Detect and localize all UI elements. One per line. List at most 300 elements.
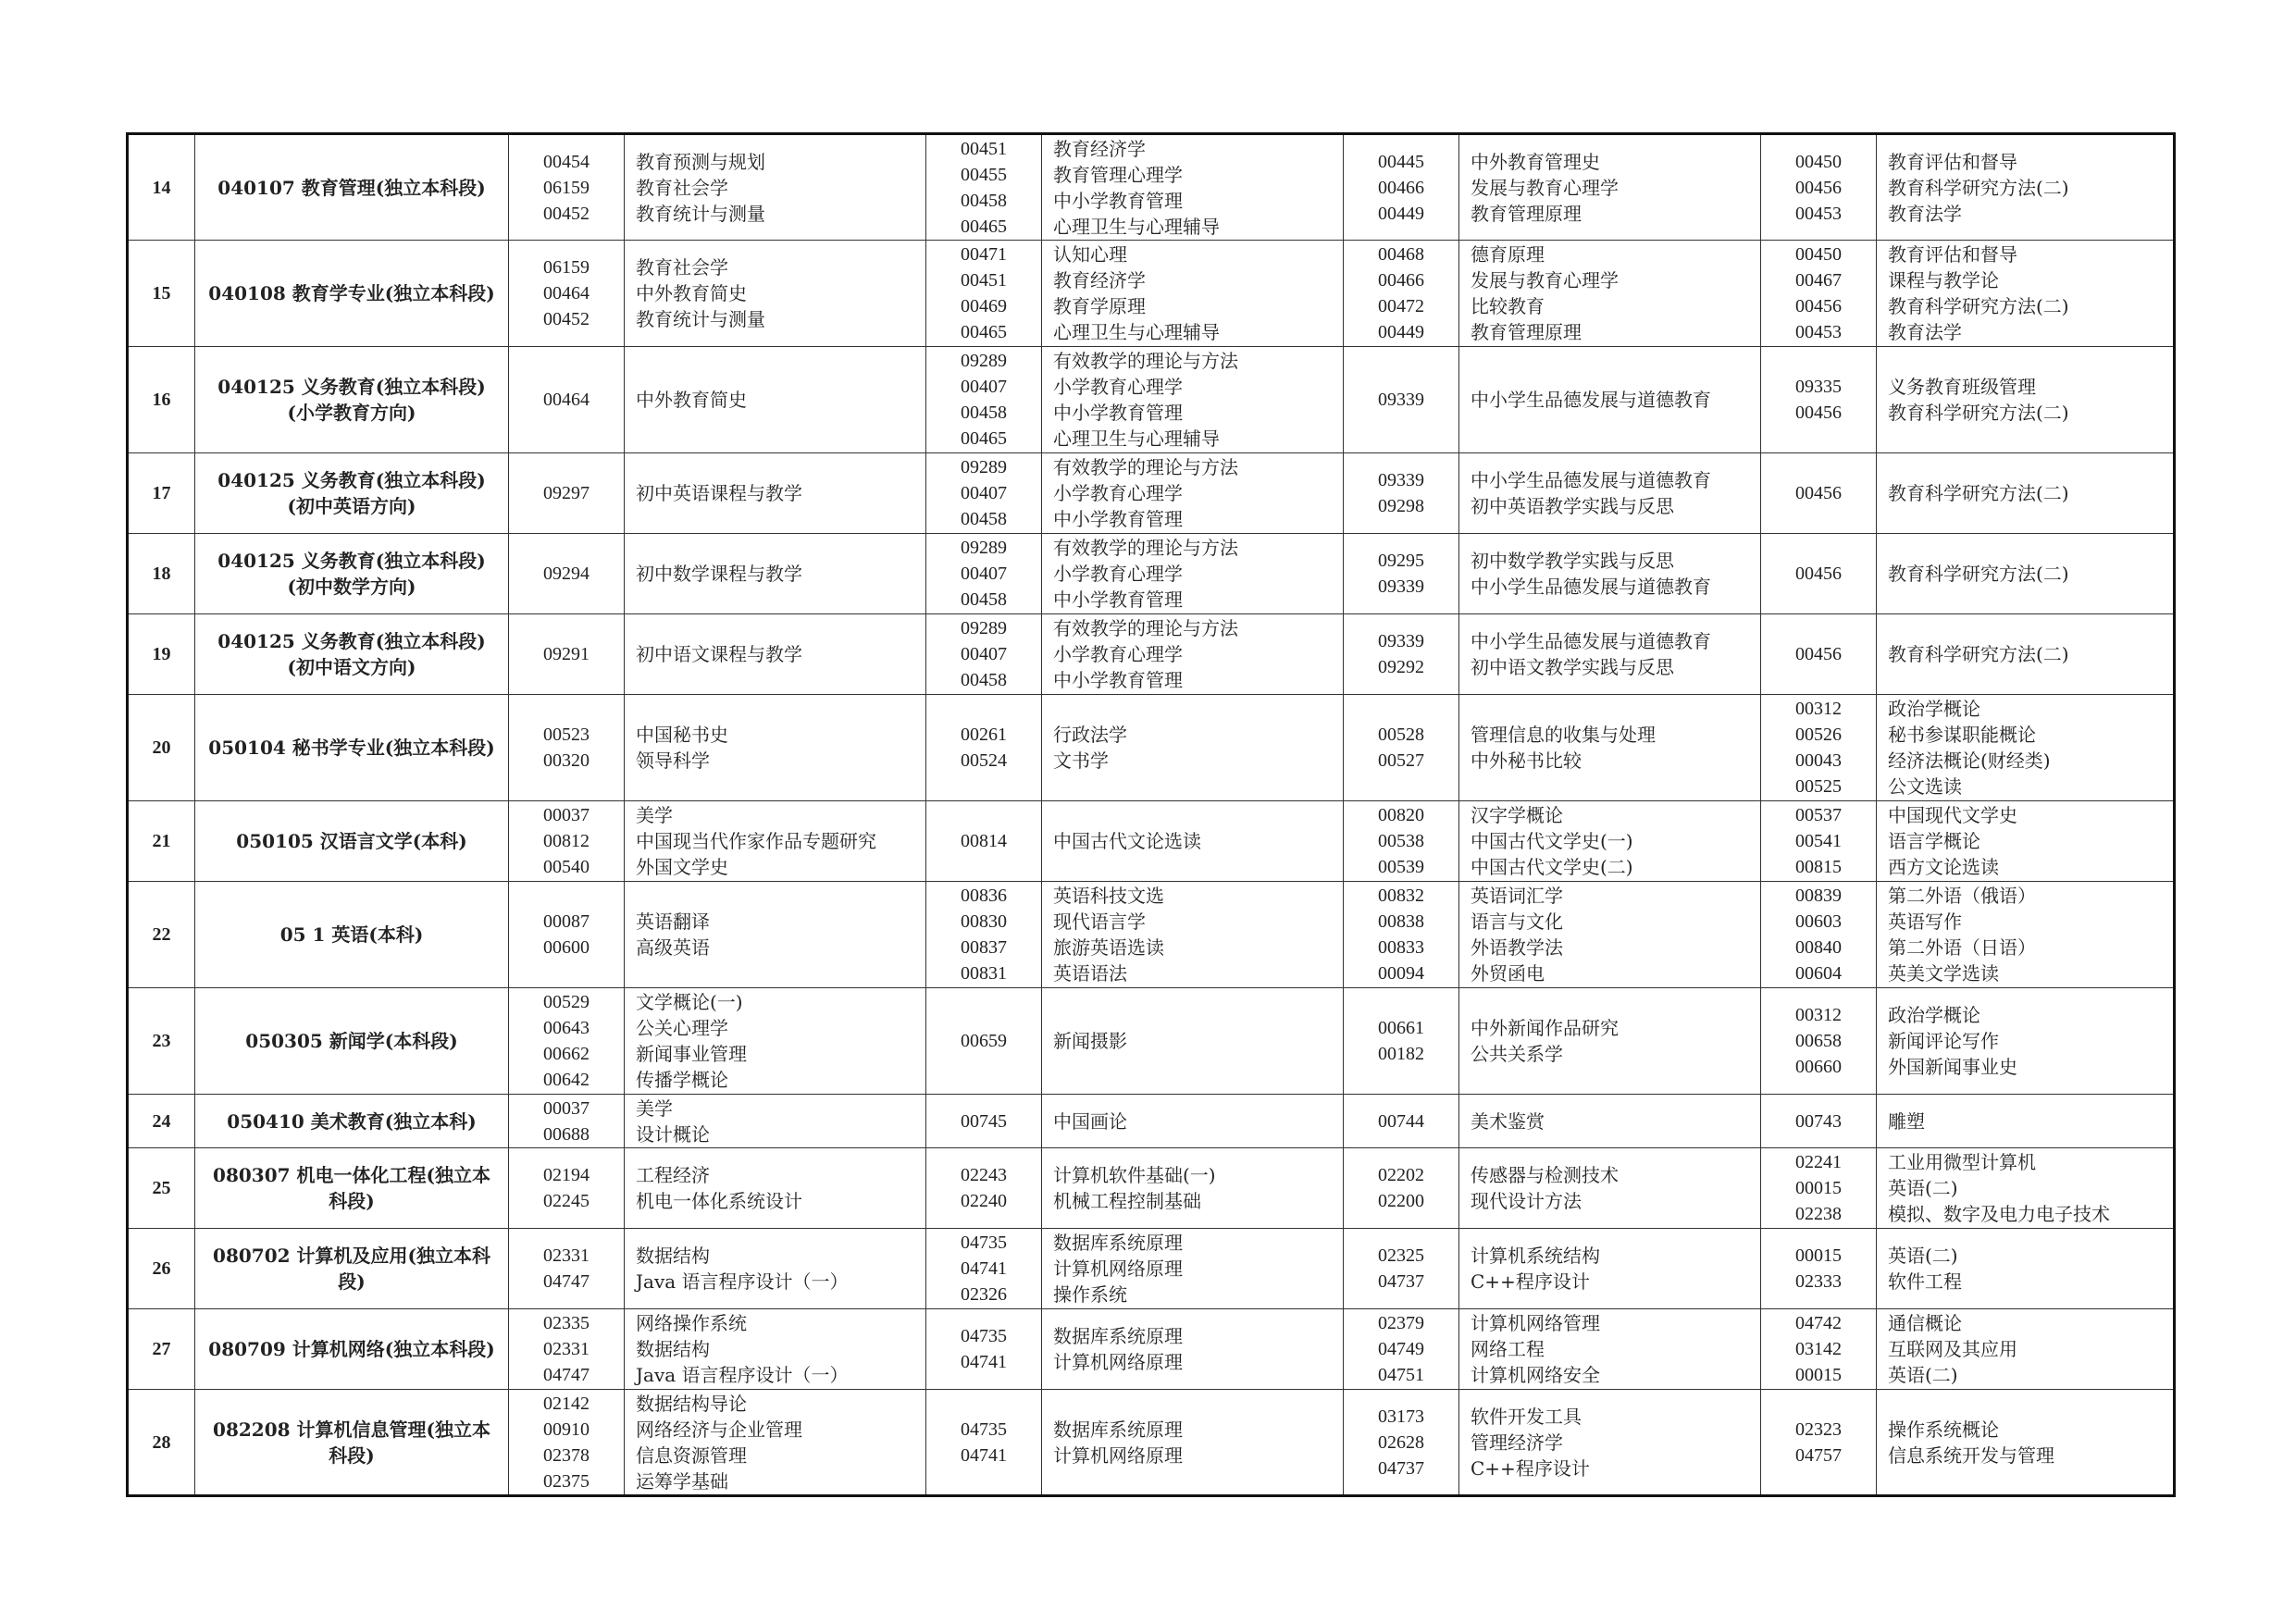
course-name: 中外秘书比较 — [1471, 750, 1582, 772]
course-name: 中国现当代作家作品专题研究 — [636, 830, 876, 852]
course-name: 小学教育心理学 — [1053, 563, 1183, 585]
table-body — [128, 134, 2175, 1496]
row-number: 16 — [128, 347, 195, 453]
course-name: 教育法学 — [1888, 202, 1962, 225]
course-name: 课程与教学论 — [1888, 269, 1999, 291]
course-code: 00465 — [961, 322, 1007, 342]
course-code: 00472 — [1378, 296, 1424, 316]
course-name: 教育科学研究方法(二) — [1888, 482, 2069, 504]
course-code: 04741 — [961, 1352, 1007, 1372]
row-number: 24 — [128, 1095, 195, 1148]
course-code: 02240 — [961, 1191, 1007, 1211]
course-code: 09295 — [1378, 551, 1424, 571]
course-name: 外国文学史 — [636, 856, 728, 878]
major-name: 040108 教育学专业(独立本科段) — [195, 241, 509, 347]
row-number: 17 — [128, 453, 195, 534]
course-code: 00458 — [961, 403, 1007, 423]
course-code: 03173 — [1378, 1406, 1424, 1427]
course-name: 初中英语课程与教学 — [636, 482, 802, 504]
course-code: 00603 — [1795, 911, 1842, 932]
course-code: 00604 — [1795, 963, 1842, 984]
row-number: 23 — [128, 988, 195, 1095]
course-code: 04737 — [1378, 1457, 1424, 1479]
course-codes-cell — [1761, 1229, 1877, 1309]
table-row — [128, 801, 2175, 882]
course-code: 00838 — [1378, 911, 1424, 932]
course-code: 02375 — [543, 1470, 590, 1492]
course-codes-cell — [509, 1148, 625, 1229]
course-codes-cell — [509, 695, 625, 801]
course-name: 文书学 — [1053, 750, 1109, 772]
course-code: 00454 — [543, 151, 590, 172]
course-name: C++程序设计 — [1471, 1270, 1590, 1293]
course-names-cell — [1042, 1309, 1344, 1390]
course-name: 数据结构导论 — [636, 1392, 747, 1415]
course-name: 义务教育班级管理 — [1888, 376, 2036, 398]
major-name: 040125 义务教育(独立本科段)(初中语文方向) — [195, 614, 509, 695]
course-code: 04749 — [1378, 1339, 1424, 1359]
course-name: 数据库系统原理 — [1053, 1325, 1183, 1347]
course-name: 数据结构 — [636, 1338, 710, 1360]
course-code: 00458 — [961, 509, 1007, 529]
course-code: 00458 — [961, 670, 1007, 690]
course-name: 教育科学研究方法(二) — [1888, 295, 2069, 317]
course-names-cell — [1877, 988, 2175, 1095]
course-code: 00456 — [1795, 296, 1842, 316]
course-codes-cell — [1344, 801, 1459, 882]
course-name: 英语科技文选 — [1053, 885, 1164, 907]
course-codes-cell — [1761, 134, 1877, 241]
course-name: 通信概论 — [1888, 1312, 1962, 1334]
course-names-cell — [1459, 1148, 1761, 1229]
course-names-cell — [1042, 534, 1344, 614]
course-name: 工程经济 — [636, 1164, 710, 1186]
course-code: 00407 — [961, 644, 1007, 664]
course-code: 00037 — [543, 1097, 590, 1119]
major-name: 040125 义务教育(独立本科段)(小学教育方向) — [195, 347, 509, 453]
course-codes-cell — [1344, 1229, 1459, 1309]
course-code: 02243 — [961, 1165, 1007, 1185]
course-code: 00453 — [1795, 203, 1842, 224]
course-name: 英语词汇学 — [1471, 885, 1563, 907]
course-names-cell — [1459, 614, 1761, 695]
course-name: 西方文论选读 — [1888, 856, 1999, 878]
course-names-cell — [625, 801, 926, 882]
course-code: 09289 — [961, 351, 1007, 371]
course-code: 09339 — [1378, 390, 1424, 410]
course-code: 00812 — [543, 831, 590, 851]
course-name: 初中数学课程与教学 — [636, 563, 802, 585]
course-code: 04757 — [1795, 1444, 1842, 1466]
course-name: 中小学教育管理 — [1053, 189, 1183, 212]
course-code: 00541 — [1795, 831, 1842, 851]
course-names-cell — [1877, 134, 2175, 241]
course-names-cell — [1042, 241, 1344, 347]
course-names-cell — [1042, 882, 1344, 988]
course-codes-cell — [1344, 1148, 1459, 1229]
course-codes-cell — [1344, 241, 1459, 347]
course-name: 发展与教育心理学 — [1471, 269, 1619, 291]
course-code: 00407 — [961, 564, 1007, 584]
course-name: 计算机系统结构 — [1471, 1245, 1600, 1267]
course-code: 00450 — [1795, 151, 1842, 172]
course-code: 00744 — [1378, 1110, 1424, 1132]
course-name: 教育管理心理学 — [1053, 163, 1183, 186]
course-name: 新闻摄影 — [1053, 1030, 1127, 1052]
course-code: 00529 — [543, 992, 590, 1012]
course-code: 00643 — [543, 1018, 590, 1038]
course-codes-cell — [1344, 882, 1459, 988]
course-names-cell — [1877, 241, 2175, 347]
course-code: 09289 — [961, 538, 1007, 558]
course-names-cell — [1877, 453, 2175, 534]
course-names-cell — [1459, 453, 1761, 534]
course-name: 初中语文课程与教学 — [636, 643, 802, 665]
course-name: 教育管理原理 — [1471, 321, 1582, 343]
course-names-cell — [625, 241, 926, 347]
course-code: 02379 — [1378, 1313, 1424, 1333]
course-name: 教育经济学 — [1053, 137, 1146, 160]
course-code: 00833 — [1378, 937, 1424, 958]
course-code: 00465 — [961, 216, 1007, 237]
course-code: 00658 — [1795, 1031, 1842, 1051]
course-code: 02326 — [961, 1284, 1007, 1305]
course-name: 中小学生品德发展与道德教育 — [1471, 630, 1711, 652]
course-code: 02194 — [543, 1165, 590, 1185]
course-code: 04737 — [1378, 1271, 1424, 1292]
course-name: 认知心理 — [1053, 243, 1127, 266]
course-code: 00449 — [1378, 203, 1424, 224]
course-name: 初中英语教学实践与反思 — [1471, 495, 1674, 517]
course-code: 02200 — [1378, 1191, 1424, 1211]
course-names-cell — [1042, 801, 1344, 882]
course-code: 00452 — [543, 203, 590, 224]
major-name: 040125 义务教育(独立本科段)(初中数学方向) — [195, 534, 509, 614]
row-number: 15 — [128, 241, 195, 347]
course-name: 教育评估和督导 — [1888, 243, 2017, 266]
course-code: 04751 — [1378, 1365, 1424, 1385]
course-name: 教育评估和督导 — [1888, 150, 2017, 173]
course-code: 00537 — [1795, 805, 1842, 825]
course-code: 00839 — [1795, 886, 1842, 906]
course-codes-cell — [1761, 241, 1877, 347]
course-code: 00523 — [543, 725, 590, 745]
course-names-cell — [625, 1390, 926, 1496]
course-code: 00540 — [543, 857, 590, 877]
course-names-cell — [1459, 534, 1761, 614]
course-code: 00458 — [961, 190, 1007, 211]
course-codes-cell — [509, 1229, 625, 1309]
course-name: 初中语文教学实践与反思 — [1471, 656, 1674, 678]
course-codes-cell — [926, 695, 1042, 801]
course-code: 09297 — [543, 483, 590, 503]
course-name: 初中数学教学实践与反思 — [1471, 550, 1674, 572]
course-codes-cell — [1344, 614, 1459, 695]
row-number: 19 — [128, 614, 195, 695]
course-code: 00456 — [1795, 564, 1842, 584]
course-code: 04735 — [961, 1326, 1007, 1346]
course-names-cell — [1877, 801, 2175, 882]
course-name: 工业用微型计算机 — [1888, 1151, 2036, 1173]
course-code: 09292 — [1378, 657, 1424, 677]
course-name: 旅游英语选读 — [1053, 936, 1164, 959]
course-codes-cell — [1344, 695, 1459, 801]
course-names-cell — [1459, 988, 1761, 1095]
course-codes-cell — [1761, 988, 1877, 1095]
course-codes-cell — [509, 801, 625, 882]
course-name: 领导科学 — [636, 750, 710, 772]
course-name: 行政法学 — [1053, 724, 1127, 746]
course-code: 04747 — [543, 1365, 590, 1385]
course-code: 09339 — [1378, 631, 1424, 651]
course-code: 00451 — [961, 138, 1007, 159]
course-code: 00642 — [543, 1070, 590, 1090]
course-codes-cell — [926, 1390, 1042, 1496]
major-name: 082208 计算机信息管理(独立本科段) — [195, 1390, 509, 1496]
major-name: 05 1 英语(本科) — [195, 882, 509, 988]
course-name: 新闻事业管理 — [636, 1043, 747, 1065]
course-names-cell — [625, 695, 926, 801]
course-name: 公共关系学 — [1471, 1043, 1563, 1065]
course-name: 中外教育简史 — [636, 282, 747, 304]
course-name: 信息系统开发与管理 — [1888, 1443, 2054, 1467]
course-name: 外贸函电 — [1471, 962, 1545, 985]
course-code: 02331 — [543, 1245, 590, 1266]
course-codes-cell — [509, 534, 625, 614]
course-name: 有效教学的理论与方法 — [1053, 456, 1238, 478]
course-name: 有效教学的理论与方法 — [1053, 617, 1238, 639]
course-names-cell — [1042, 347, 1344, 453]
course-name: 中国现代文学史 — [1888, 804, 2017, 826]
course-codes-cell — [509, 241, 625, 347]
course-name: 外语教学法 — [1471, 936, 1563, 959]
course-code: 00320 — [543, 750, 590, 771]
course-code: 00182 — [1378, 1044, 1424, 1064]
course-code: 00456 — [1795, 483, 1842, 503]
course-code: 02142 — [543, 1393, 590, 1414]
course-name: 现代设计方法 — [1471, 1190, 1582, 1212]
course-name: 传播学概论 — [636, 1069, 728, 1091]
course-code: 00015 — [1795, 1365, 1842, 1385]
course-code: 00526 — [1795, 725, 1842, 745]
course-code: 00468 — [1378, 244, 1424, 265]
course-code: 09291 — [543, 644, 590, 664]
row-number: 27 — [128, 1309, 195, 1390]
exam-schedule-table — [126, 132, 2176, 1497]
course-name: 教育学原理 — [1053, 295, 1146, 317]
course-code: 02331 — [543, 1339, 590, 1359]
course-code: 00453 — [1795, 322, 1842, 342]
course-name: 德育原理 — [1471, 243, 1545, 266]
course-names-cell — [1042, 134, 1344, 241]
course-code: 02378 — [543, 1444, 590, 1466]
course-name: Java 语言程序设计（一） — [636, 1364, 849, 1386]
course-name: 中国古代文学史(一) — [1471, 830, 1633, 852]
course-names-cell — [1877, 1229, 2175, 1309]
row-number: 26 — [128, 1229, 195, 1309]
table-row — [128, 241, 2175, 347]
course-name: 中国古代文论选读 — [1053, 830, 1201, 852]
course-name: 网络操作系统 — [636, 1312, 747, 1334]
course-code: 02335 — [543, 1313, 590, 1333]
course-code: 00659 — [961, 1031, 1007, 1051]
course-name: 教育科学研究方法(二) — [1888, 402, 2069, 424]
table-row — [128, 1229, 2175, 1309]
course-name: 有效教学的理论与方法 — [1053, 537, 1238, 559]
course-codes-cell — [509, 614, 625, 695]
course-name: 小学教育心理学 — [1053, 643, 1183, 665]
course-name: 公关心理学 — [636, 1017, 728, 1039]
table-row — [128, 1095, 2175, 1148]
course-name: 中小学教育管理 — [1053, 669, 1183, 691]
course-codes-cell — [926, 241, 1042, 347]
course-name: 管理经济学 — [1471, 1431, 1563, 1454]
course-name: 政治学概论 — [1888, 698, 1980, 720]
course-name: 中小学教育管理 — [1053, 508, 1183, 530]
course-code: 00450 — [1795, 244, 1842, 265]
row-number: 28 — [128, 1390, 195, 1496]
course-code: 03142 — [1795, 1339, 1842, 1359]
course-code: 02333 — [1795, 1271, 1842, 1292]
course-code: 00456 — [1795, 403, 1842, 423]
course-names-cell — [1459, 134, 1761, 241]
course-code: 00815 — [1795, 857, 1842, 877]
course-names-cell — [625, 1229, 926, 1309]
course-names-cell — [625, 347, 926, 453]
course-codes-cell — [509, 347, 625, 453]
course-codes-cell — [926, 1148, 1042, 1229]
course-code: 00538 — [1378, 831, 1424, 851]
course-code: 02238 — [1795, 1204, 1842, 1224]
course-codes-cell — [1761, 1095, 1877, 1148]
course-name: 操作系统概论 — [1888, 1418, 1999, 1441]
course-codes-cell — [1344, 1095, 1459, 1148]
course-code: 00464 — [543, 390, 590, 410]
course-name: 设计概论 — [636, 1122, 710, 1146]
course-name: 英语翻译 — [636, 911, 710, 933]
course-code: 00539 — [1378, 857, 1424, 877]
course-name: C++程序设计 — [1471, 1456, 1590, 1480]
course-name: 运筹学基础 — [636, 1469, 728, 1493]
course-code: 04735 — [961, 1233, 1007, 1253]
course-codes-cell — [509, 1095, 625, 1148]
course-names-cell — [1042, 1095, 1344, 1148]
row-number: 20 — [128, 695, 195, 801]
course-name: 网络经济与企业管理 — [636, 1418, 802, 1441]
course-code: 00466 — [1378, 177, 1424, 198]
course-code: 09339 — [1378, 576, 1424, 597]
course-names-cell — [625, 614, 926, 695]
course-codes-cell — [509, 882, 625, 988]
course-codes-cell — [509, 1309, 625, 1390]
course-code: 00465 — [961, 428, 1007, 449]
table-row — [128, 1390, 2175, 1496]
course-codes-cell — [926, 1229, 1042, 1309]
course-codes-cell — [509, 1390, 625, 1496]
course-names-cell — [625, 1148, 926, 1229]
course-code: 00037 — [543, 805, 590, 825]
major-name: 080702 计算机及应用(独立本科段) — [195, 1229, 509, 1309]
course-name: 互联网及其应用 — [1888, 1338, 2017, 1360]
course-name: 高级英语 — [636, 936, 710, 959]
course-names-cell — [1459, 1309, 1761, 1390]
course-name: 教育预测与规划 — [636, 150, 765, 173]
course-code: 00449 — [1378, 322, 1424, 342]
course-names-cell — [1877, 1095, 2175, 1148]
course-name: 小学教育心理学 — [1053, 376, 1183, 398]
course-name: 教育科学研究方法(二) — [1888, 643, 2069, 665]
course-code: 00836 — [961, 886, 1007, 906]
course-name: 教育统计与测量 — [636, 202, 765, 225]
course-name: 模拟、数字及电力电子技术 — [1888, 1203, 2110, 1225]
course-name: 机械工程控制基础 — [1053, 1190, 1201, 1212]
course-name: 信息资源管理 — [636, 1443, 747, 1467]
course-codes-cell — [926, 134, 1042, 241]
course-code: 00830 — [961, 911, 1007, 932]
course-name: 计算机网络原理 — [1053, 1351, 1183, 1373]
course-names-cell — [1877, 614, 2175, 695]
course-names-cell — [1042, 1229, 1344, 1309]
course-codes-cell — [926, 988, 1042, 1095]
course-names-cell — [1042, 614, 1344, 695]
course-names-cell — [1459, 801, 1761, 882]
major-name: 050105 汉语言文学(本科) — [195, 801, 509, 882]
course-name: 教育管理原理 — [1471, 202, 1582, 225]
course-code: 00466 — [1378, 270, 1424, 291]
course-name: Java 语言程序设计（一） — [636, 1270, 849, 1293]
major-name: 050305 新闻学(本科段) — [195, 988, 509, 1095]
course-name: 中小学生品德发展与道德教育 — [1471, 576, 1711, 598]
course-name: 英语写作 — [1888, 911, 1962, 933]
course-name: 中国古代文学史(二) — [1471, 856, 1633, 878]
course-code: 09289 — [961, 457, 1007, 477]
course-code: 00458 — [961, 589, 1007, 610]
course-code: 00524 — [961, 750, 1007, 771]
course-code: 00831 — [961, 963, 1007, 984]
course-name: 中外教育简史 — [636, 389, 747, 411]
course-code: 04742 — [1795, 1313, 1842, 1333]
course-name: 雕塑 — [1888, 1109, 1925, 1133]
course-name: 有效教学的理论与方法 — [1053, 350, 1238, 372]
course-code: 02628 — [1378, 1431, 1424, 1453]
major-name: 080709 计算机网络(独立本科段) — [195, 1309, 509, 1390]
course-name: 操作系统 — [1053, 1283, 1127, 1306]
course-code: 00043 — [1795, 750, 1842, 771]
course-name: 计算机网络原理 — [1053, 1258, 1183, 1280]
course-name: 公文选读 — [1888, 775, 1962, 798]
course-codes-cell — [926, 882, 1042, 988]
course-names-cell — [1459, 695, 1761, 801]
course-name: 美术鉴赏 — [1471, 1109, 1545, 1133]
course-code: 02245 — [543, 1191, 590, 1211]
course-code: 02241 — [1795, 1152, 1842, 1172]
course-name: 计算机软件基础(一) — [1053, 1164, 1216, 1186]
course-name: 文学概论(一) — [636, 991, 743, 1013]
course-name: 教育科学研究方法(二) — [1888, 563, 2069, 585]
course-name: 语言学概论 — [1888, 830, 1980, 852]
course-name: 心理卫生与心理辅导 — [1053, 427, 1220, 450]
course-names-cell — [1459, 347, 1761, 453]
table-row — [128, 347, 2175, 453]
major-name: 050104 秘书学专业(独立本科段) — [195, 695, 509, 801]
course-names-cell — [1459, 882, 1761, 988]
course-code: 00662 — [543, 1044, 590, 1064]
course-name: 现代语言学 — [1053, 911, 1146, 933]
course-name: 教育统计与测量 — [636, 308, 765, 330]
course-codes-cell — [926, 1309, 1042, 1390]
course-name: 小学教育心理学 — [1053, 482, 1183, 504]
course-codes-cell — [1761, 453, 1877, 534]
